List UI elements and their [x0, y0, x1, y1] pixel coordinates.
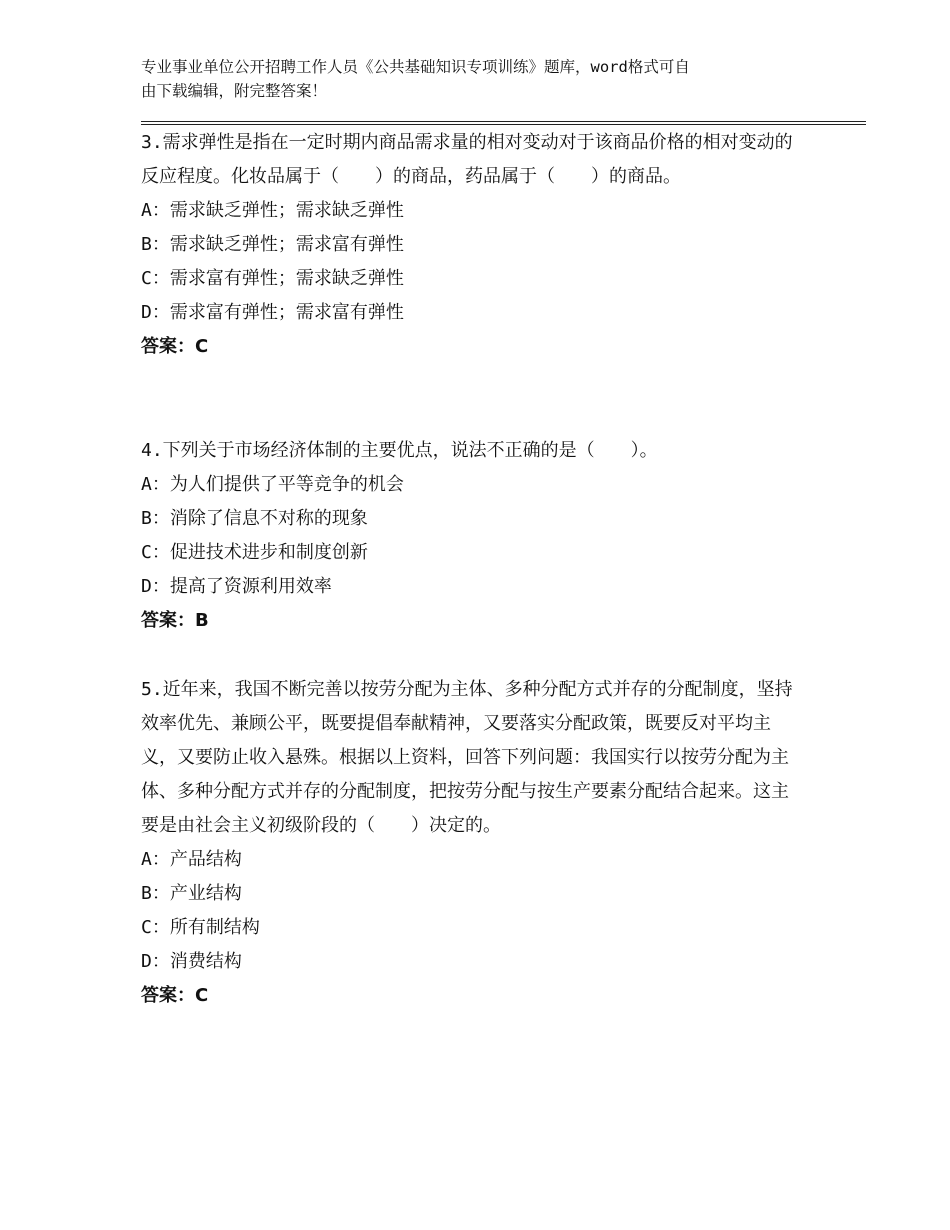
option-d: D：消费结构 [141, 951, 242, 972]
option-c: C：促进技术进步和制度创新 [141, 542, 368, 563]
option-c: C：所有制结构 [141, 917, 260, 938]
answer: 答案：C [141, 985, 209, 1006]
option-a: A：为人们提供了平等竞争的机会 [141, 474, 404, 495]
question-stem: 4.下列关于市场经济体制的主要优点，说法不正确的是（ ）。 [141, 440, 658, 461]
header-title-line-2: 由下载编辑，附完整答案！ [141, 82, 328, 100]
option-c: C：需求富有弹性；需求缺乏弹性 [141, 268, 404, 289]
option-b: B：需求缺乏弹性；需求富有弹性 [141, 234, 404, 255]
option-a: A：需求缺乏弹性；需求缺乏弹性 [141, 200, 404, 221]
question-3 [141, 126, 801, 364]
option-d: D：需求富有弹性；需求富有弹性 [141, 302, 404, 323]
answer: 答案：C [141, 336, 209, 357]
header-title-line-1: 专业事业单位公开招聘工作人员《公共基础知识专项训练》题库，word格式可自 [141, 58, 690, 76]
option-d: D：提高了资源利用效率 [141, 576, 332, 597]
option-b: B：消除了信息不对称的现象 [141, 508, 368, 529]
answer: 答案：B [141, 610, 209, 631]
question-4 [141, 434, 801, 638]
question-stem: 5.近年来，我国不断完善以按劳分配为主体、多种分配方式并存的分配制度，坚持效率优先、兼顾公平，既要提倡奉献精神，又要落实分配政策，既要反对平均主义，又要防止收入悬殊。根据以上资料，回答下列问题：我国实行以按劳分配为主体、多种分配方式并存的分配制度，把按劳分配与按生产要素分配结合起来。这主要是由社会主义初级阶段的（ ）决定的。 [141, 679, 793, 836]
document-header [141, 55, 811, 103]
question-5 [141, 673, 801, 1013]
option-b: B：产业结构 [141, 883, 242, 904]
header-rule-top [141, 121, 866, 122]
header-rule-bottom [141, 124, 866, 125]
option-a: A：产品结构 [141, 849, 242, 870]
question-stem: 3.需求弹性是指在一定时期内商品需求量的相对变动对于该商品价格的相对变动的反应程度。化妆品属于（ ）的商品，药品属于（ ）的商品。 [141, 132, 793, 187]
